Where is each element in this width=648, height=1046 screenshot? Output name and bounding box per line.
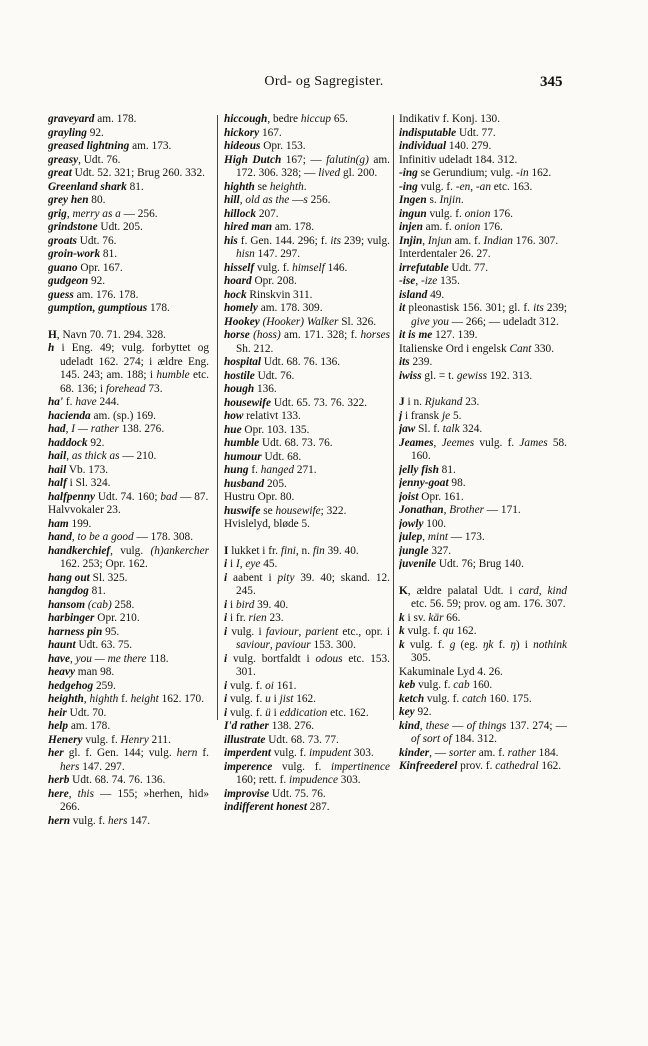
index-entry: Kinfreederel prov. f. cathedral 162. xyxy=(399,760,562,772)
index-entry: his f. Gen. 144. 296; f. its 239; vulg. hisn 147. 297. xyxy=(224,234,390,260)
index-entry: grindstone Udt. 205. xyxy=(48,221,143,233)
index-entry: Hvislelyd, bløde 5. xyxy=(224,518,310,530)
index-column-1 xyxy=(48,113,209,1023)
index-entry: individual 140. 279. xyxy=(399,140,492,152)
index-entry: Hustru Opr. 80. xyxy=(224,491,295,503)
index-entry: ha' f. have 244. xyxy=(48,396,120,408)
index-entry: hail, as thick as — 210. xyxy=(48,450,157,462)
index-entry: harness pin 95. xyxy=(48,625,120,638)
index-entry: housewife Udt. 65. 73. 76. 322. xyxy=(224,396,368,409)
index-entry: groats Udt. 76. xyxy=(48,234,117,247)
index-entry: greased lightning am. 173. xyxy=(48,140,172,152)
index-entry: hung f. hanged 271. xyxy=(224,464,317,476)
index-entry: haunt Udt. 63. 75. xyxy=(48,639,133,651)
index-entry: jelly fish 81. xyxy=(399,463,456,476)
index-entry: hand, to be a good — 178. 308. xyxy=(48,531,194,543)
index-entry: Ingen s. Injin. xyxy=(399,194,464,206)
index-entry: kinder, — sorter am. f. rather 184. xyxy=(399,746,559,759)
index-entry: halfpenny Udt. 74. 160; bad — 87. xyxy=(48,490,209,503)
index-entry: hock Rinskvin 311. xyxy=(224,288,313,301)
index-entry: it pleonastisk 156. 301; gl. f. its 239; give you — 266; — udeladt 312. xyxy=(399,302,567,328)
index-entry: had, I — rather 138. 276. xyxy=(48,423,165,435)
index-entry: improvise Udt. 75. 76. xyxy=(224,787,326,800)
index-entry: hern vulg. f. hers 147. xyxy=(48,814,151,827)
index-entry: hail Vb. 173. xyxy=(48,463,109,476)
column-divider xyxy=(393,115,394,720)
index-entry: handkerchief, vulg. (h)ankercher 162. 253; Opr. 162. xyxy=(48,544,209,570)
index-entry: High Dutch 167; — falutin(g) am. 172. 306. 328; — lived gl. 200. xyxy=(224,153,390,179)
index-entry: grey hen 80. xyxy=(48,194,106,206)
index-entry: Hookey (Hooker) Walker Sl. 326. xyxy=(224,315,377,328)
index-entry: her gl. f. Gen. 144; vulg. hern f. hers 147. 297. xyxy=(48,747,209,773)
index-entry: ketch vulg. f. catch 160. 175. xyxy=(399,692,532,705)
index-entry: half i Sl. 324. xyxy=(48,477,111,489)
page-header xyxy=(0,74,648,96)
index-entry: -ing se Gerundium; vulg. -in 162. xyxy=(399,167,552,179)
index-entry: gudgeon 92. xyxy=(48,275,106,287)
index-entry: keb vulg. f. cab 160. xyxy=(399,679,493,691)
index-entry: hiccough, bedre hiccup 65. xyxy=(224,113,348,125)
index-entry: hideous Opr. 153. xyxy=(224,140,306,152)
index-entry: imperence vulg. f. impertinence 160; rett. f. impudence 303. xyxy=(224,760,390,786)
index-entry: have, you — me there 118. xyxy=(48,652,169,665)
index-entry: h i Eng. 49; vulg. forbyttet og udeladt 162. 274; i ældre Eng. 145. 243; am. 188; i humble etc. 68. 136; i forehead 73. xyxy=(48,342,209,395)
index-entry: heir Udt. 70. xyxy=(48,706,107,719)
index-entry: Greenland shark 81. xyxy=(48,180,144,193)
index-entry: grig, merry as a — 256. xyxy=(48,207,158,220)
index-entry: joist Opr. 161. xyxy=(399,490,464,503)
index-entry: hillock 207. xyxy=(224,207,279,220)
index-entry: -ing vulg. f. -en, -an etc. 163. xyxy=(399,180,533,193)
index-entry: kind, these — of things 137. 274; — of sort of 184. 312. xyxy=(399,719,567,745)
index-entry: H, Navn 70. 71. 294. 328. xyxy=(48,328,166,341)
index-entry: i vulg. i faviour, parient etc., opr. i saviour, paviour 153. 300. xyxy=(224,625,390,651)
column-divider xyxy=(217,115,218,720)
index-entry: Infinitiv udeladt 184. 312. xyxy=(399,153,518,166)
index-entry: herb Udt. 68. 74. 76. 136. xyxy=(48,774,166,786)
index-entry: highth se heighth. xyxy=(224,180,307,193)
index-entry: key 92. xyxy=(399,706,432,718)
running-title: Ord- og Sagregister. xyxy=(264,74,384,89)
index-entry: hill, old as the —s 256. xyxy=(224,194,331,206)
page-number: 345 xyxy=(540,74,563,90)
index-entry: ham 199. xyxy=(48,517,92,530)
index-entry: K, ældre palatal Udt. i card, kind etc. 56. 59; prov. og am. 176. 307. xyxy=(399,584,567,610)
index-entry: homely am. 178. 309. xyxy=(224,302,323,314)
index-entry: i vulg. f. ü i eddication etc. 162. xyxy=(224,706,369,719)
index-entry: hang out Sl. 325. xyxy=(48,571,128,584)
index-entry: ingun vulg. f. onion 176. xyxy=(399,207,513,220)
index-entry: gumption, gumptious 178. xyxy=(48,302,170,314)
index-entry: great Udt. 52. 321; Brug 260. 332. xyxy=(48,167,205,179)
index-entry: heavy man 98. xyxy=(48,666,115,678)
index-entry: i i fr. rien 23. xyxy=(224,612,284,624)
index-entry: julep, mint — 173. xyxy=(399,531,485,543)
index-entry: i vulg. bortfaldt i odous etc. 153. 301. xyxy=(224,652,390,678)
index-entry: hue Opr. 103. 135. xyxy=(224,423,310,436)
index-column-3 xyxy=(399,113,567,1023)
index-entry: hospital Udt. 68. 76. 136. xyxy=(224,356,341,368)
index-entry: island 49. xyxy=(399,288,445,301)
index-entry: groin-work 81. xyxy=(48,248,118,260)
index-entry: hangdog 81. xyxy=(48,585,106,597)
index-entry: heighth, highth f. height 162. 170. xyxy=(48,693,205,705)
index-entry: i vulg. f. u i jist 162. xyxy=(224,693,316,705)
index-entry: k vulg. f. qu 162. xyxy=(399,625,477,637)
index-entry: juvenile Udt. 76; Brug 140. xyxy=(399,558,524,570)
index-entry: huswife se housewife; 322. xyxy=(224,504,347,517)
index-entry: grayling 92. xyxy=(48,126,104,139)
index-entry: humble Udt. 68. 73. 76. xyxy=(224,437,333,449)
index-column-2 xyxy=(224,113,390,1023)
index-entry: irrefutable Udt. 77. xyxy=(399,261,489,274)
index-entry: jungle 327. xyxy=(399,544,452,557)
index-entry: guess am. 176. 178. xyxy=(48,288,139,301)
index-entry: Injin, Injun am. f. Indian 176. 307. xyxy=(399,234,559,247)
index-entry: iwiss gl. = t. gewiss 192. 313. xyxy=(399,369,533,382)
index-entry: Italienske Ord i engelsk Cant 330. xyxy=(399,342,555,355)
index-entry: Henery vulg. f. Henry 211. xyxy=(48,733,171,746)
index-entry: indifferent honest 287. xyxy=(224,801,330,813)
index-entry: horse (hoss) am. 171. 328; f. horses Sh. 212. xyxy=(224,329,390,355)
index-entry: Jeames, Jeemes vulg. f. James 58. 160. xyxy=(399,436,567,462)
index-entry: hough 136. xyxy=(224,383,277,395)
index-entry: i i I, eye 45. xyxy=(224,558,278,570)
index-entry: greasy, Udt. 76. xyxy=(48,153,121,166)
index-entry: indisputable Udt. 77. xyxy=(399,126,496,139)
index-entry: Interdentaler 26. 27. xyxy=(399,248,491,260)
index-entry: graveyard am. 178. xyxy=(48,113,137,125)
index-entry: how relativt 133. xyxy=(224,410,301,422)
index-entry: i aabent i pity 39. 40; skand. 12. 245. xyxy=(224,571,390,597)
index-entry: j i fransk je 5. xyxy=(399,409,462,422)
index-entry: J i n. Rjukand 23. xyxy=(399,396,480,408)
index-entry: injen am. f. onion 176. xyxy=(399,221,503,233)
index-entry: jaw Sl. f. talk 324. xyxy=(399,423,483,435)
index-entry: humour Udt. 68. xyxy=(224,450,302,463)
index-entry: jowly 100. xyxy=(399,517,447,530)
index-entry: its 239. xyxy=(399,356,433,368)
index-entry: imperdent vulg. f. impudent 303. xyxy=(224,747,374,759)
index-entry: Indikativ f. Konj. 130. xyxy=(399,113,501,125)
index-entry: Jonathan, Brother — 171. xyxy=(399,504,521,516)
index-entry: guano Opr. 167. xyxy=(48,261,123,274)
index-entry: hisself vulg. f. himself 146. xyxy=(224,261,348,274)
index-entry: help am. 178. xyxy=(48,720,111,732)
index-entry: -ise, -ize 135. xyxy=(399,275,460,287)
index-entry: I'd rather 138. 276. xyxy=(224,720,315,732)
index-entry: Kakuminale Lyd 4. 26. xyxy=(399,665,503,678)
index-entry: k i sv. kär 66. xyxy=(399,611,461,624)
index-entry: i i bird 39. 40. xyxy=(224,598,289,611)
index-entry: it is me 127. 139. xyxy=(399,329,478,341)
index-entry: hickory 167. xyxy=(224,126,282,139)
index-entry: hansom (cab) 258. xyxy=(48,598,135,611)
index-entry: hoard Opr. 208. xyxy=(224,275,297,287)
index-entry: harbinger Opr. 210. xyxy=(48,612,140,624)
index-entry: Halvvokaler 23. xyxy=(48,504,121,516)
index-entry: hacienda am. (sp.) 169. xyxy=(48,409,156,422)
index-entry: k vulg. f. g (eg. ŋk f. ŋ) i nothink 305. xyxy=(399,638,567,664)
index-entry: illustrate Udt. 68. 73. 77. xyxy=(224,733,339,746)
index-entry: husband 205. xyxy=(224,477,287,490)
index-entry: jenny-goat 98. xyxy=(399,477,466,489)
index-entry: hostile Udt. 76. xyxy=(224,369,295,382)
index-entry: here, this — 155; »herhen, hid» 266. xyxy=(48,787,209,813)
index-entry: hired man am. 178. xyxy=(224,221,315,233)
index-entry: haddock 92. xyxy=(48,436,105,449)
index-entry: I lukket i fr. fini, n. fin 39. 40. xyxy=(224,544,359,557)
index-entry: hedgehog 259. xyxy=(48,679,116,692)
index-entry: i vulg. f. oi 161. xyxy=(224,679,297,692)
